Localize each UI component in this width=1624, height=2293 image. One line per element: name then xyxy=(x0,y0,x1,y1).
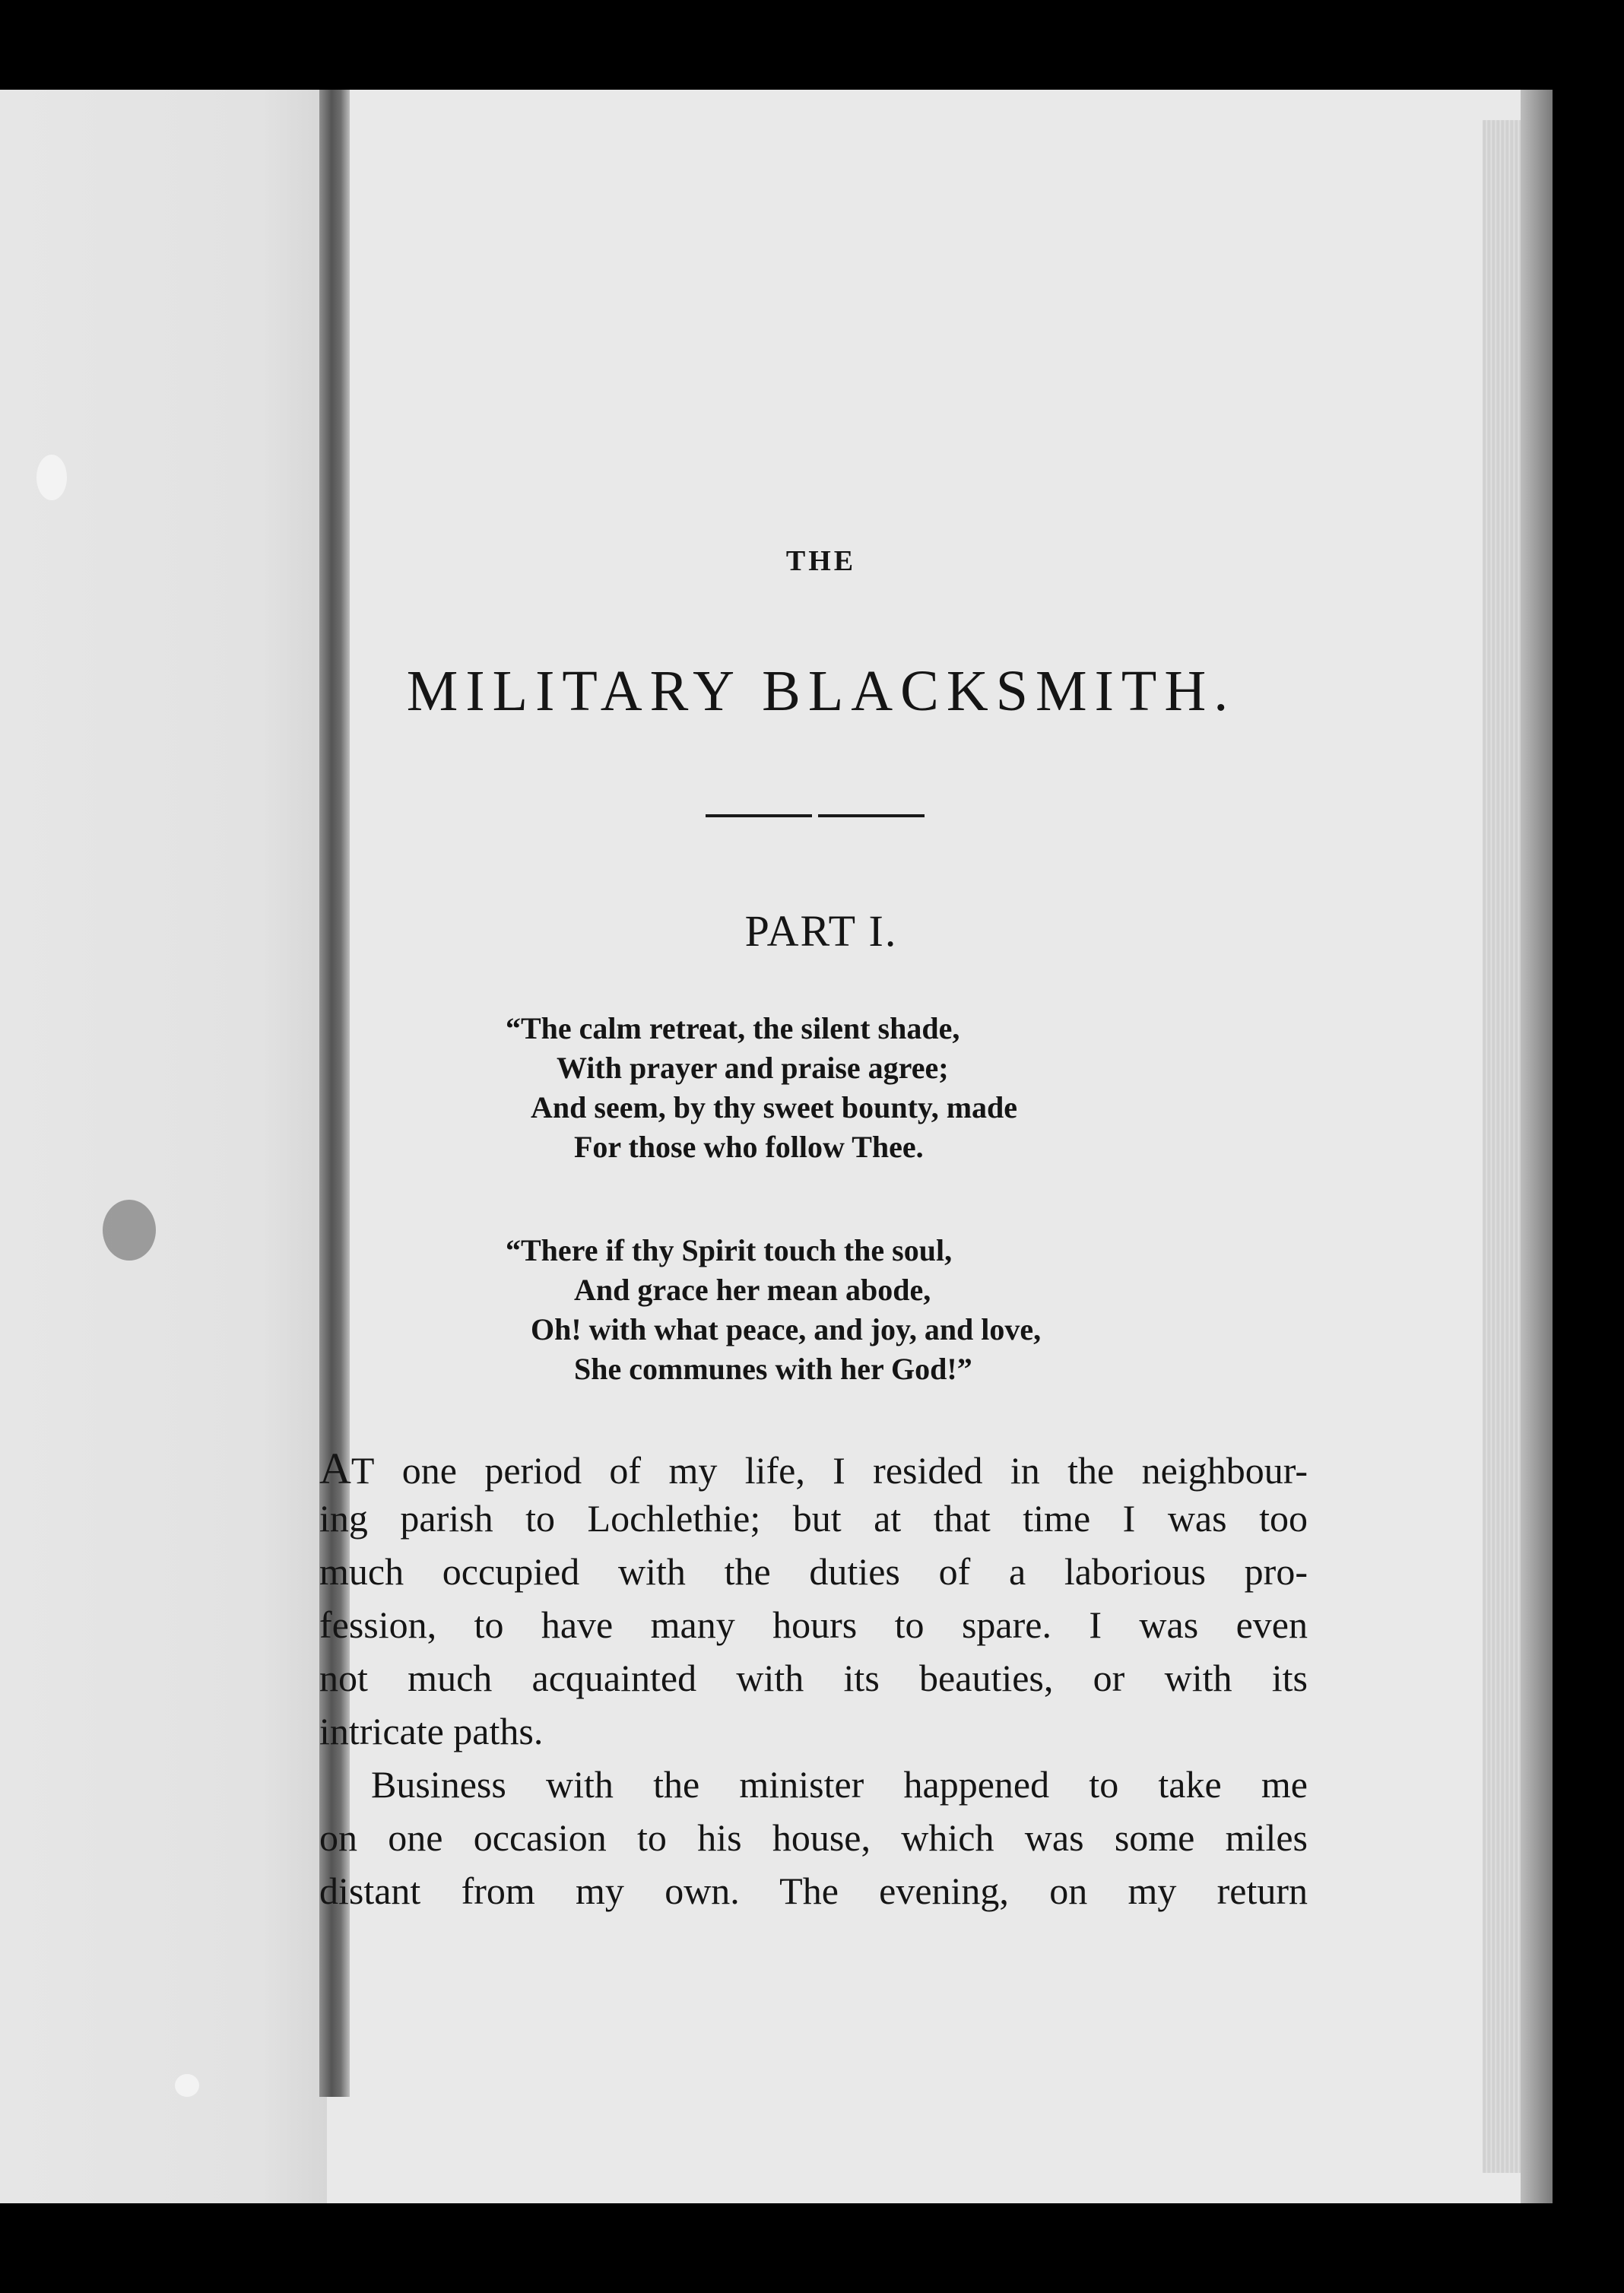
body-line: not much acquainted with its beauties, or with its xyxy=(319,1657,1308,1699)
body-line: fession, to have many hours to spare. I was even xyxy=(319,1603,1308,1646)
verse-line: And grace her mean abode, xyxy=(574,1273,931,1307)
body-line: on one occasion to his house, which was some miles xyxy=(319,1816,1308,1859)
title-rule xyxy=(706,814,925,817)
left-leaf xyxy=(0,90,327,2203)
book-page-scan xyxy=(0,90,1553,2203)
scan-speck xyxy=(175,2074,199,2097)
book-title: MILITARY BLACKSMITH. xyxy=(406,659,1236,723)
scan-stain xyxy=(103,1200,156,1261)
page-edge xyxy=(1483,120,1521,2173)
verse-line: “The calm retreat, the silent shade, xyxy=(506,1011,960,1045)
body-line: distant from my own. The evening, on my return xyxy=(319,1870,1308,1912)
part-heading: PART I. xyxy=(744,906,898,956)
verse-line: For those who follow Thee. xyxy=(574,1130,924,1164)
verse-line: With prayer and praise agree; xyxy=(557,1051,949,1085)
verse-line: “There if thy Spirit touch the soul, xyxy=(506,1233,953,1267)
body-line: intricate paths. xyxy=(319,1710,544,1752)
drop-cap: A xyxy=(319,1444,351,1493)
scan-speck xyxy=(36,455,67,500)
title-small: THE xyxy=(785,545,857,577)
verse-line: And seem, by thy sweet bounty, made xyxy=(531,1090,1018,1124)
verse-line: Oh! with what peace, and joy, and love, xyxy=(531,1312,1042,1346)
body-line: Business with the minister happened to take me xyxy=(371,1763,1308,1806)
small-cap: T xyxy=(350,1449,375,1492)
body-line: much occupied with the duties of a laborious pro- xyxy=(319,1550,1308,1593)
body-line: AT one period of my life, I resided in the neighbour- xyxy=(319,1444,1308,1493)
body-line: ing parish to Lochlethie; but at that time I was too xyxy=(319,1497,1308,1540)
verse-line: She communes with her God!” xyxy=(574,1352,972,1386)
page-shadow xyxy=(1521,90,1553,2203)
text-column xyxy=(319,90,1323,2203)
